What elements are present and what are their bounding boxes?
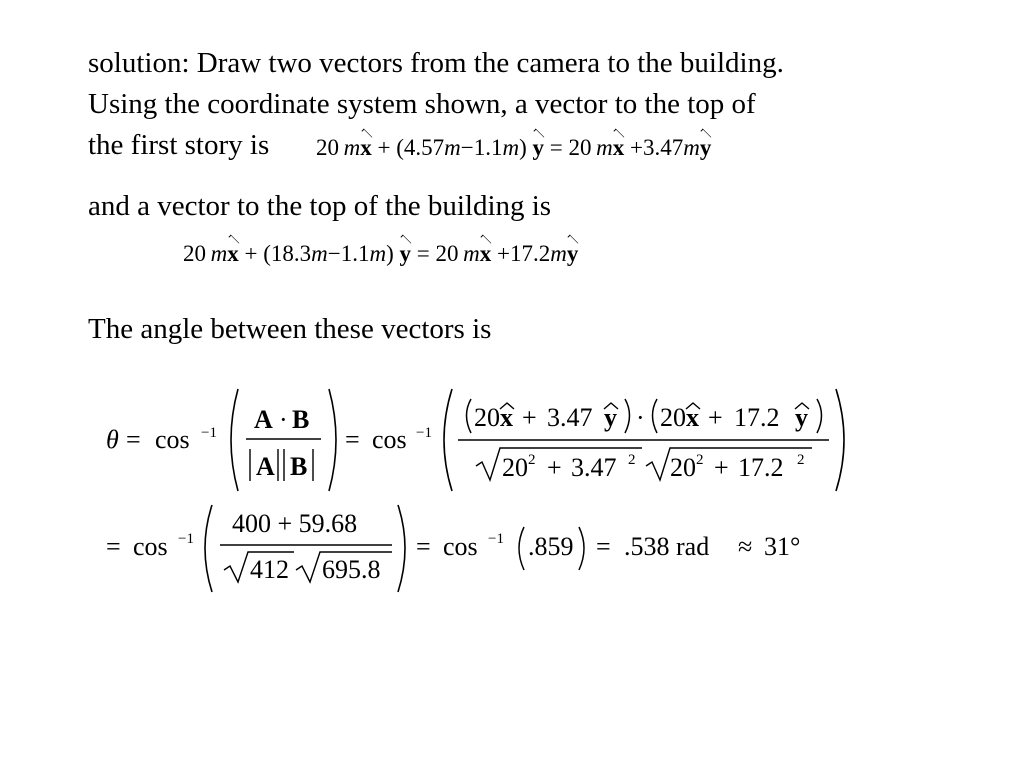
equals-sign-2: = [345,425,360,454]
den-plus-a: + [547,453,562,482]
vector-a-numerator: A [254,405,273,434]
den-17-2: 17.2 [738,453,784,482]
unit-x-b: x [686,403,699,432]
plus-a: + [522,403,537,432]
cos-label-3: cos [133,532,168,561]
equals-sign-4: = [416,532,431,561]
fraction-numerator: 400 + 59.68 [232,509,358,538]
inverse-superscript: −1 [201,425,217,441]
unit-y-a: y [604,403,617,432]
cos-label-2: cos [372,425,407,454]
den-20-a: 20 [502,453,528,482]
text-line-5: The angle between these vectors is [88,313,492,345]
den-20-b: 20 [670,453,696,482]
approx-sign: ≈ [738,532,753,561]
angle-degrees: 31° [764,532,801,561]
text-line-1: solution: Draw two vectors from the camera to the building. [88,47,784,79]
left-paren [231,389,238,491]
dot-product: · [636,403,645,432]
sqrt-412: 412 [250,555,289,584]
equals-sign-5: = [596,532,611,561]
equation-angle-definition [106,389,844,491]
unit-y-b: y [795,403,808,432]
theta-symbol: θ [106,425,119,454]
vector-b-numerator: B [292,405,310,434]
angle-radians: .538 rad [624,532,710,561]
equation-angle-result [106,505,800,592]
right-paren [329,389,336,491]
sqrt-695-8: 695.8 [322,555,381,584]
equals-sign: = [126,425,141,454]
equation-building-top-vector: 20 mx + (18.3m−1.1m) y = 20 mx +17.2my [183,241,579,266]
exp-a: 2 [528,452,536,468]
equals-sign-3: = [106,532,121,561]
inverse-superscript-2: −1 [416,425,432,441]
dot-operator: · [279,405,288,434]
exp-b: 2 [628,452,636,468]
exp-c: 2 [696,452,704,468]
magnitude-b: B [290,452,308,481]
text-line-2: Using the coordinate system shown, a vector to the top of [88,88,756,120]
num-20-b: 20 [660,403,686,432]
inverse-superscript-3: −1 [178,531,194,547]
den-3-47: 3.47 [571,453,617,482]
unit-x-a: x [500,403,513,432]
text-line-3: the first story is [88,129,270,161]
cos-label-4: cos [443,532,478,561]
exp-d: 2 [797,452,805,468]
num-3-47: 3.47 [547,403,593,432]
cos-value: .859 [528,532,574,561]
plus-b: + [708,403,723,432]
magnitude-a: A [256,452,275,481]
equation-first-story-vector: 20 mx + (4.57m−1.1m) y = 20 mx +3.47my [316,135,712,160]
text-line-4: and a vector to the top of the building is [88,190,552,222]
cos-label: cos [155,425,190,454]
num-20-a: 20 [474,403,500,432]
inverse-superscript-4: −1 [488,531,504,547]
den-plus-b: + [714,453,729,482]
num-17-2: 17.2 [734,403,780,432]
